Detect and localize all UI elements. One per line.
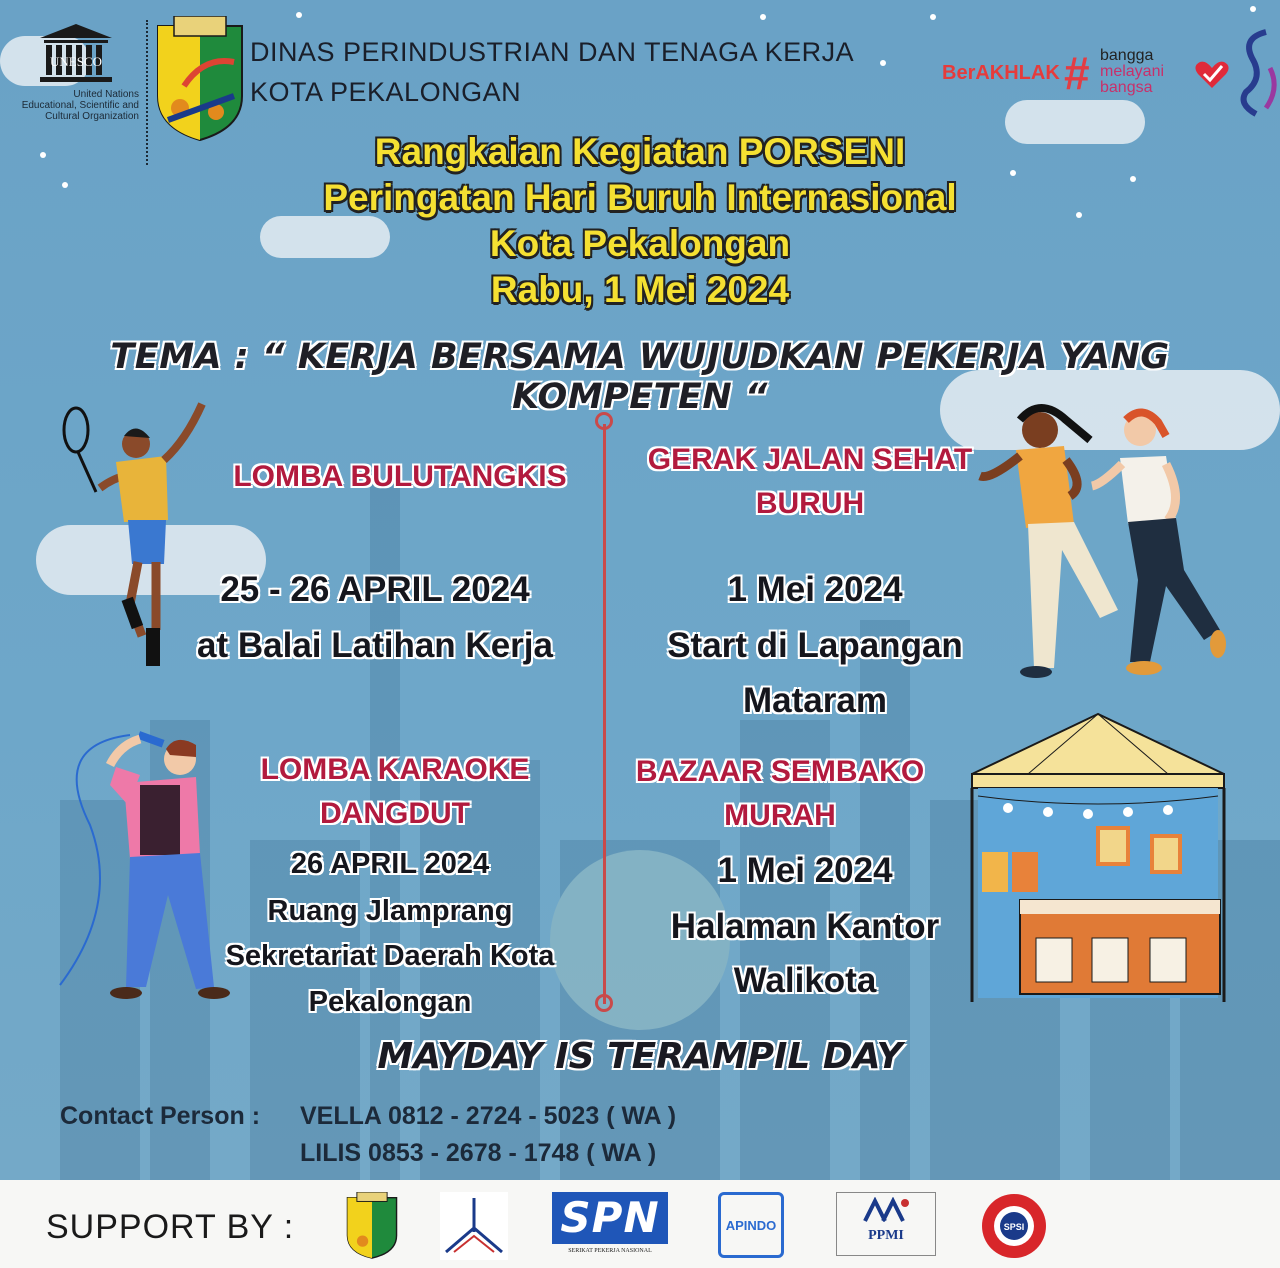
event-walk-title-1: GERAK JALAN SEHAT xyxy=(647,443,973,476)
support-footer xyxy=(0,1180,1280,1268)
star-decoration xyxy=(1250,6,1256,12)
unesco-word: UNESCO xyxy=(49,54,102,69)
hash-icon: # xyxy=(1064,47,1090,99)
pekalongan-crest-icon xyxy=(154,16,246,142)
event-karaoke-date: 26 APRIL 2024 xyxy=(290,848,490,880)
event-walk-date: 1 Mei 2024 xyxy=(727,570,903,609)
spn-text: SPN xyxy=(552,1192,668,1244)
event-karaoke-place-1: Ruang Jlamprang xyxy=(267,895,513,927)
event-karaoke-title-1: LOMBA KARAOKE xyxy=(260,753,530,786)
apindo-text: APINDO xyxy=(725,1217,777,1233)
title-line-3: Kota Pekalongan xyxy=(489,223,791,264)
title-line-4: Rabu, 1 Mei 2024 xyxy=(490,269,790,310)
ppmi-mark-icon xyxy=(861,1197,911,1223)
star-decoration xyxy=(930,14,936,20)
title-line-1: Rangkaian Kegiatan PORSENI xyxy=(374,131,906,172)
spn-logo xyxy=(552,1192,668,1260)
bazaar-stall-icon xyxy=(968,712,1228,1004)
event-badminton-title: LOMBA BULUTANGKIS xyxy=(233,460,567,493)
unesco-temple-icon xyxy=(38,22,114,84)
contact-lilis: LILIS 0853 - 2678 - 1748 ( WA ) xyxy=(300,1139,657,1167)
mayday-slogan: MAYDAY IS TERAMPIL DAY xyxy=(377,1036,903,1077)
event-karaoke-place-3: Pekalongan xyxy=(308,986,472,1018)
ppmi-text: PPMI xyxy=(868,1228,904,1243)
walking-women-icon xyxy=(970,400,1240,685)
divider-ring-top xyxy=(595,412,613,430)
agency-name xyxy=(250,32,854,112)
event-walk-place-2: Mataram xyxy=(743,681,887,720)
event-bazaar-place-1: Halaman Kantor xyxy=(670,907,940,946)
event-badminton-date: 25 - 26 APRIL 2024 xyxy=(220,570,530,609)
event-walk-place-1: Start di Lapangan xyxy=(667,626,963,665)
karaoke-singer-icon xyxy=(0,705,240,1005)
star-decoration xyxy=(880,60,886,66)
tema-heading: TEMA : “ KERJA BERSAMA WUJUDKAN PEKERJA YANG KOMPETEN “ xyxy=(110,337,1170,417)
event-badminton-place: at Balai Latihan Kerja xyxy=(197,626,553,665)
spsi-logo-icon xyxy=(980,1192,1048,1260)
contact-vella: VELLA 0812 - 2724 - 5023 ( WA ) xyxy=(300,1102,677,1130)
event-bazaar-title-1: BAZAAR SEMBAKO xyxy=(635,755,925,788)
heart-icon xyxy=(1192,54,1232,94)
title-line-2: Peringatan Hari Buruh Internasional xyxy=(323,177,957,218)
swirl-logo-icon xyxy=(1236,28,1280,124)
badminton-player-icon xyxy=(56,392,216,672)
star-decoration xyxy=(296,12,302,18)
event-bazaar-place-2: Walikota xyxy=(733,961,877,1000)
event-karaoke-title-2: DANGDUT xyxy=(320,797,470,830)
event-karaoke-place-2: Sekretariat Daerah Kota xyxy=(225,940,555,972)
unesco-logo xyxy=(8,22,143,122)
bangga-melayani-bangsa: bangga melayani bangsa xyxy=(1100,47,1165,96)
center-divider xyxy=(603,424,606,1004)
contact-label: Contact Person : xyxy=(60,1102,261,1130)
spsi-text: SPSI xyxy=(1003,1222,1025,1232)
spn-subtitle: SERIKAT PEKERJA NASIONAL xyxy=(568,1248,652,1254)
pekalongan-crest-sponsor-icon xyxy=(344,1192,400,1260)
agency-line-1: DINAS PERINDUSTRIAN DAN TENAGA KERJA xyxy=(250,37,855,67)
apindo-logo xyxy=(718,1192,784,1258)
star-decoration xyxy=(760,14,766,20)
event-bazaar-date: 1 Mei 2024 xyxy=(717,851,893,890)
ppmi-logo xyxy=(836,1192,936,1256)
event-bazaar-title-2: MURAH xyxy=(724,799,836,832)
union-emblem-sponsor-icon xyxy=(440,1192,508,1260)
support-by-label: SUPPORT BY : xyxy=(46,1208,295,1246)
unesco-caption: United Nations Educational, Scientific and Cultural Organization xyxy=(21,89,139,122)
event-walk-title-2: BURUH xyxy=(755,487,865,520)
berakhlak-logo xyxy=(940,46,1190,106)
agency-line-2: KOTA PEKALONGAN xyxy=(250,77,522,107)
berakhlak-text: BerAKHLAK xyxy=(942,62,1060,84)
